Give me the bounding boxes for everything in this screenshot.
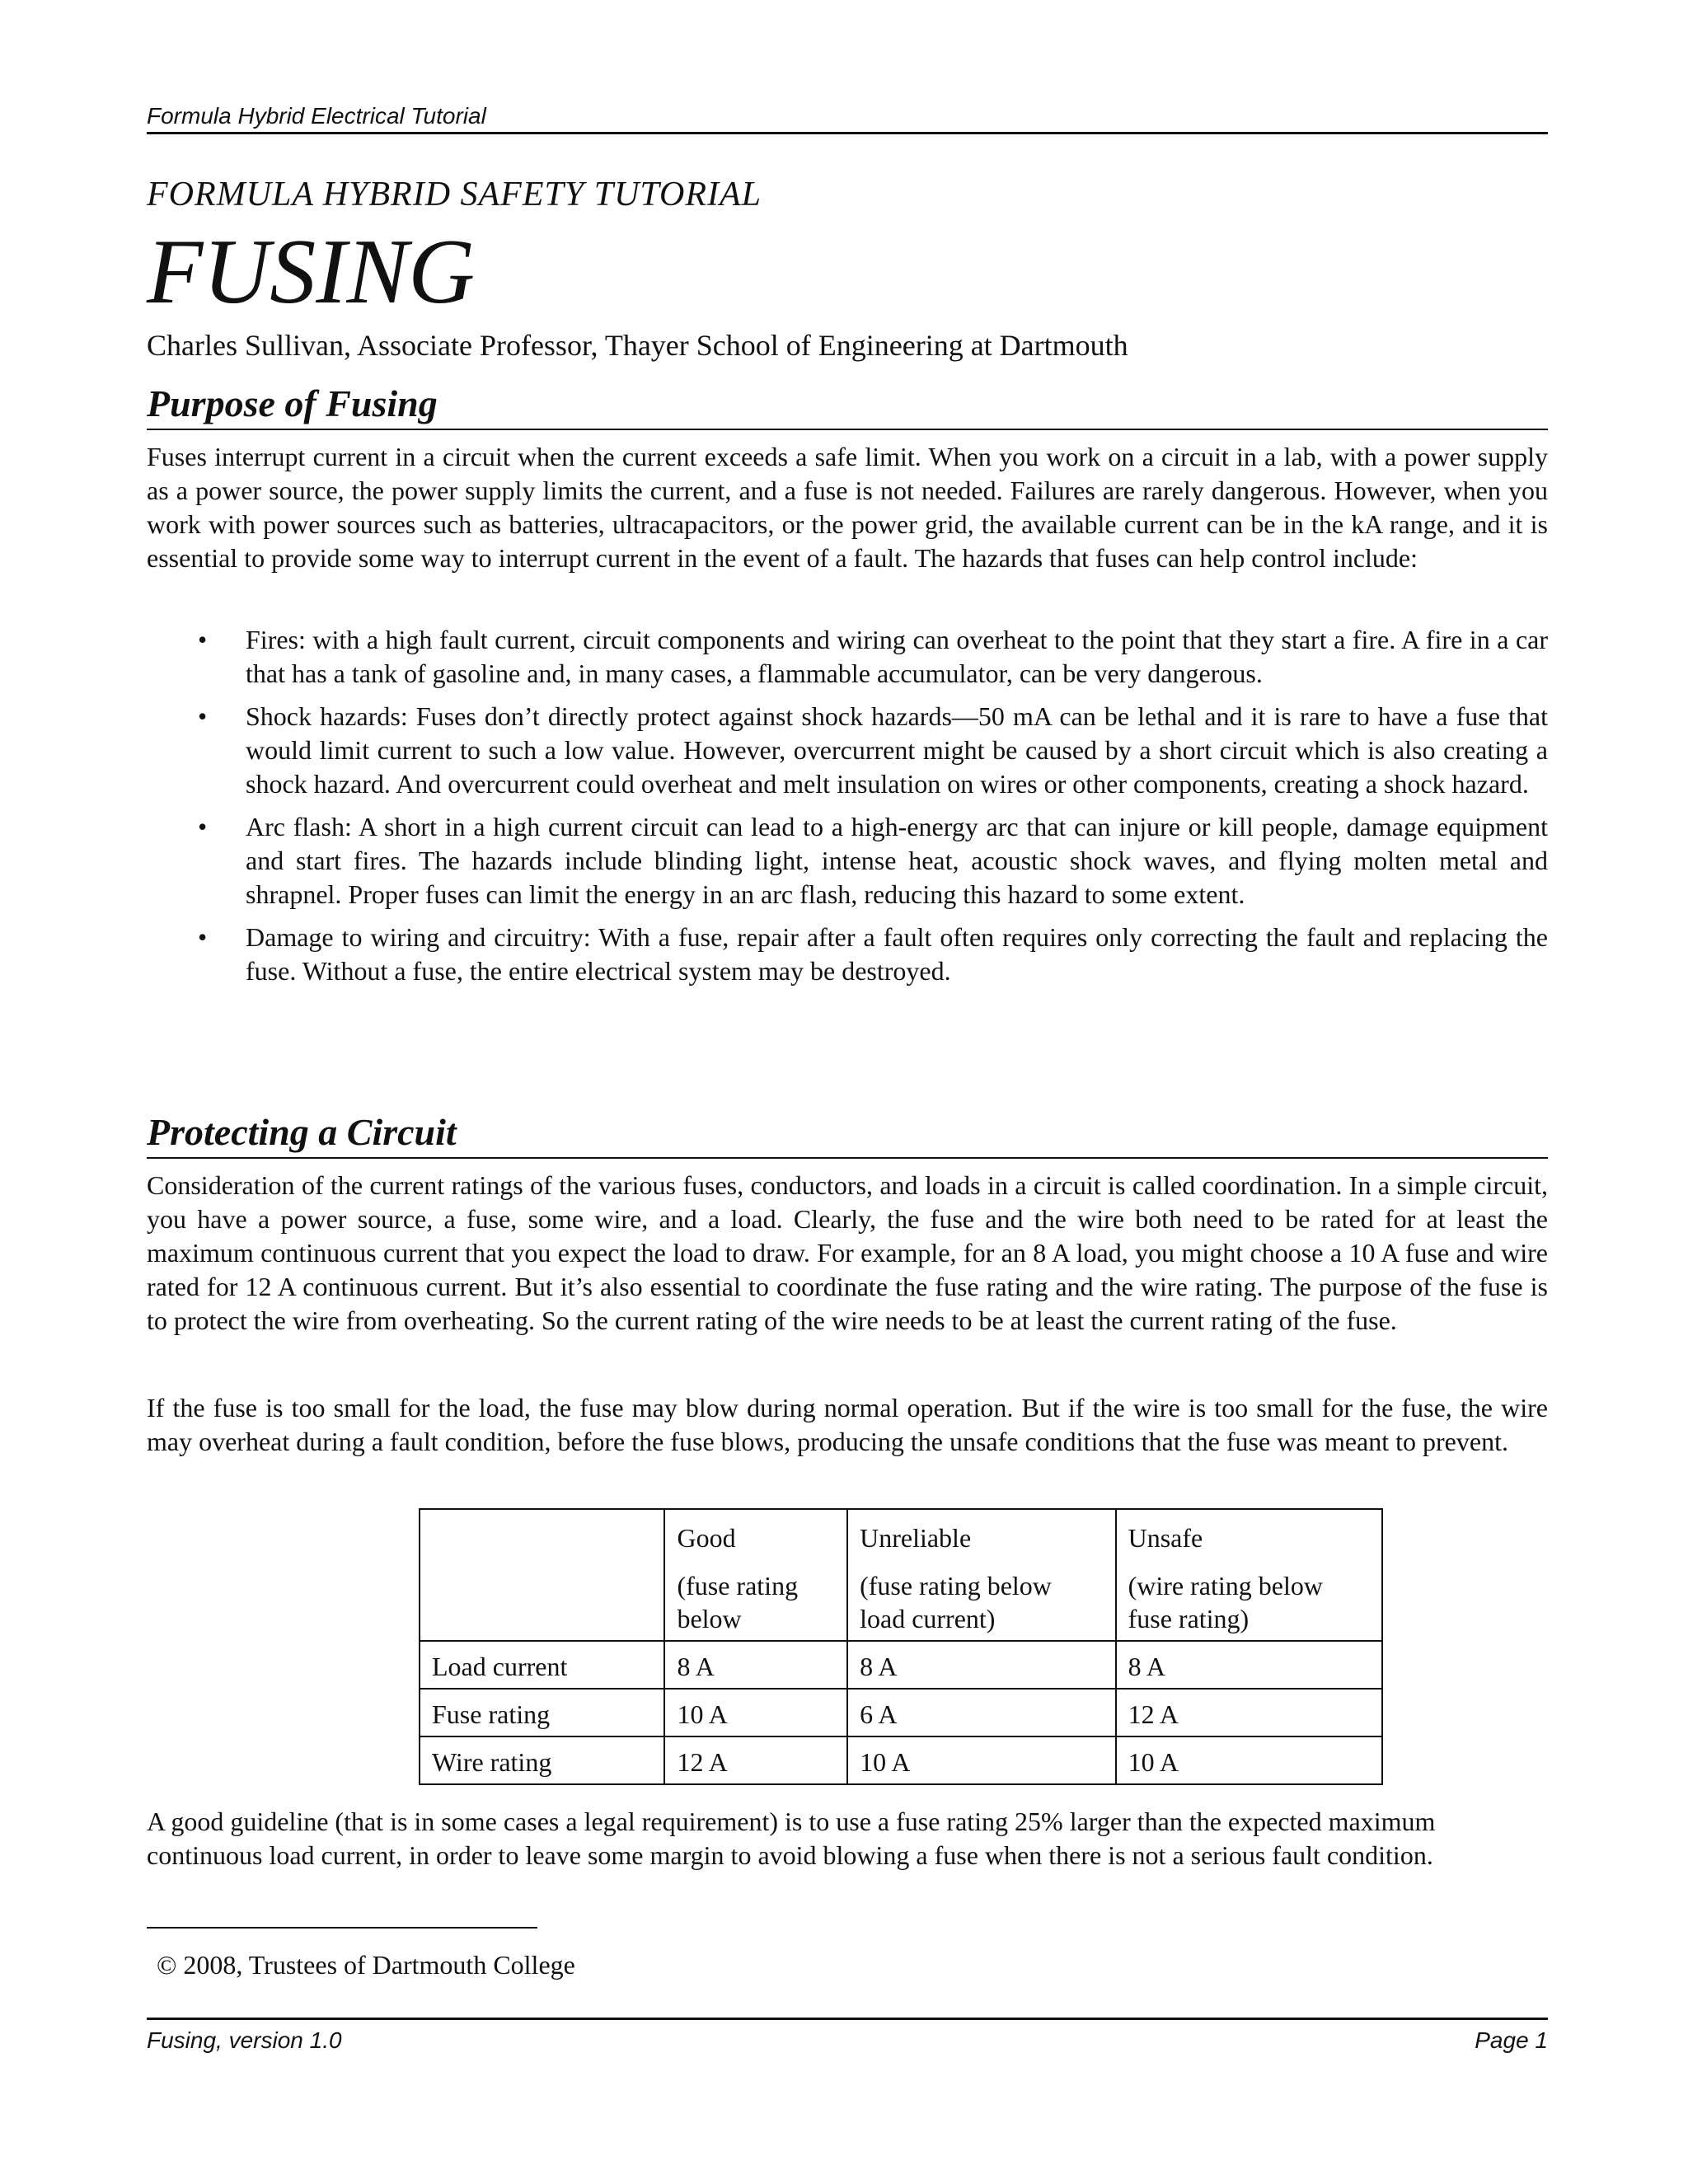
footnote-divider [147,1927,537,1929]
table-cell: 8 A [1116,1641,1382,1689]
section-heading-purpose: Purpose of Fusing [147,381,1548,430]
bullet-icon: • [198,812,208,841]
page-number: Page 1 [1475,2027,1548,2053]
table-cell: 12 A [664,1736,847,1784]
hazard-list-item [147,810,1548,912]
table-header-cell [664,1509,847,1641]
column-label: Unsafe [1128,1523,1203,1553]
table-cell: 6 A [847,1689,1116,1736]
table-row [420,1641,1382,1689]
table-cell: 10 A [664,1689,847,1736]
bullet-icon: • [198,922,208,952]
hazard-text: Arc flash: A short in a high current circuit can lead to a high-energy arc that can injure or kill people, damage equipment and start fires. The hazards include blinding light, intense heat, acoustic shock waves, and flying molten metal and shrapnel. Proper fuses can limit the energy in an arc flash, reducing this hazard to some extent. [246,812,1548,909]
table-header-row [420,1509,1382,1641]
row-label-cell: Load current [420,1641,664,1689]
footer-version: Fusing, version 1.0 [147,2027,342,2053]
column-note: (wire rating below fuse rating) [1128,1571,1323,1633]
table-row [420,1689,1382,1736]
document-title: FUSING [147,221,476,323]
column-label: Good [677,1523,736,1553]
document-kicker: FORMULA HYBRID SAFETY TUTORIAL [147,176,762,213]
fuse-rating-table [419,1508,1383,1785]
fuse-sizing-paragraph: If the fuse is too small for the load, the fuse may blow during normal operation. But if the wire is too small for the fuse, the wire may overheat during a fault condition, before the fuse blows, producing the unsafe conditions that the fuse was meant to prevent. [147,1393,1548,1456]
hazard-list [147,623,1548,997]
bullet-icon: • [198,625,208,654]
hazard-text: Damage to wiring and circuitry: With a fuse, repair after a fault often requires only correcting the fault and replacing the fuse. Without a fuse, the entire electrical system may be destroyed. [246,922,1548,986]
table-header-cell [847,1509,1116,1641]
hazard-list-item [147,700,1548,801]
column-note: (fuse rating below [677,1571,799,1633]
hazard-list-item [147,623,1548,691]
running-header: Formula Hybrid Electrical Tutorial [147,102,1548,134]
section-heading-protecting: Protecting a Circuit [147,1109,1548,1159]
hazard-text: Shock hazards: Fuses don’t directly protect against shock hazards—50 mA can be lethal and it is rare to have a fuse that would limit current to such a low value. However, overcurrent might be caused by a short circuit which is also creating a shock hazard. And overcurrent could overheat and melt insulation on wires or other components, creating a shock hazard. [246,701,1548,799]
coordination-paragraph: Consideration of the current ratings of the various fuses, conductors, and loads in a circuit is called coordination. In a simple circuit, you have a power source, a fuse, some wire, and a load. Clearly, the fuse and the wire both need to be rated for at least the maximum continuous current that you expect the load to draw. For example, for an 8 A load, you might choose a 10 A fuse and wire rated for 12 A continuous current. But it’s also essential to coordinate the fuse rating and the wire rating. The purpose of the fuse is to protect the wire from overheating. So the current rating of the wire needs to be at least the current rating of the fuse. [147,1170,1548,1335]
hazard-list-item [147,921,1548,988]
column-note: (fuse rating below load current) [860,1571,1052,1633]
bullet-icon: • [198,701,208,731]
hazard-text: Fires: with a high fault current, circuit components and wiring can overheat to the point that they start a fire. A fire in a car that has a tank of gasoline and, in many cases, a flammable accumulator, can be very dangerous. [246,625,1548,688]
column-label: Unreliable [860,1523,972,1553]
guideline-paragraph: A good guideline (that is in some cases a legal requirement) is to use a fuse rating 25% larger than the expected maximum continuous load current, in order to leave some margin to avoid blowing a fuse when there is not a serious fault condition. [147,1807,1436,1870]
copyright-footnote: © 2008, Trustees of Dartmouth College [157,1950,575,1980]
table-cell: 10 A [1116,1736,1382,1784]
purpose-intro-paragraph: Fuses interrupt current in a circuit when the current exceeds a safe limit. When you work on a circuit in a lab, with a power supply as a power source, the power supply limits the current, and a fuse is not needed. Failures are rarely dangerous. However, when you work with power sources such as batteries, ultracapacitors, or the power grid, the available current can be in the kA range, and it is essential to provide some way to interrupt current in the event of a fault. The hazards that fuses can help control include: [147,442,1548,573]
document-author: Charles Sullivan, Associate Professor, Thayer School of Engineering at Dartmouth [147,329,1128,362]
table-header-cell [1116,1509,1382,1641]
table-corner-cell [420,1509,664,1641]
running-footer [147,2018,1548,2053]
table-cell: 10 A [847,1736,1116,1784]
table-cell: 12 A [1116,1689,1382,1736]
table-row [420,1736,1382,1784]
row-label-cell: Wire rating [420,1736,664,1784]
row-label-cell: Fuse rating [420,1689,664,1736]
table-cell: 8 A [664,1641,847,1689]
table-cell: 8 A [847,1641,1116,1689]
